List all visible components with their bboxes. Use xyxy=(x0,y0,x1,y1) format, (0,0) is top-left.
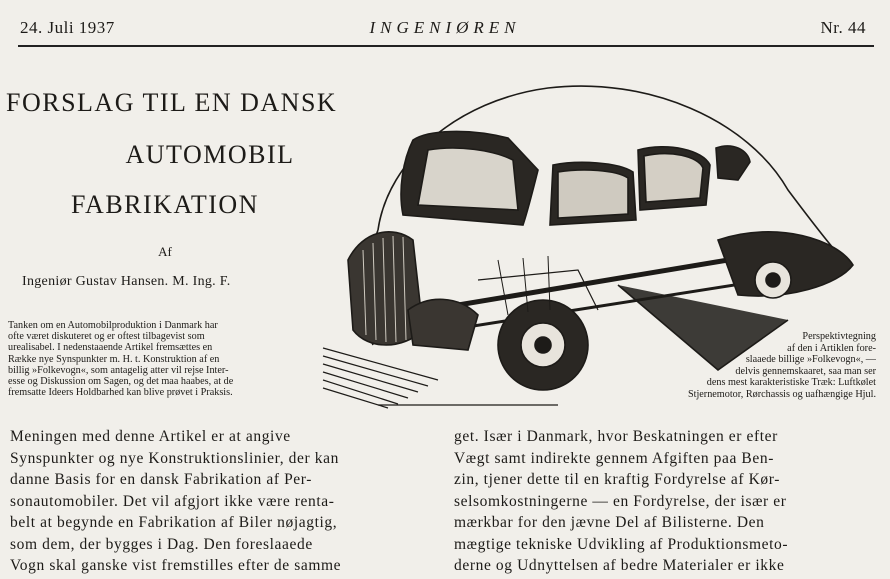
caption-line: Stjernemotor, Rørchassis og uafhængige Hjul. xyxy=(687,388,876,400)
body-line: selsomkostningerne — en Fordyrelse, der især er xyxy=(454,492,787,510)
caption-line: af den i Artiklen fore- xyxy=(787,342,876,354)
intro-line: fremsatte Ideers Holdbarhed kan blive prøvet i Praksis. xyxy=(8,387,233,399)
journal-title: INGENIØREN xyxy=(369,18,521,37)
body-line: sonautomobiler. Det vil afgjort ikke være renta- xyxy=(10,492,335,510)
caption-line: delvis gennemskaaret, saa man ser xyxy=(735,365,876,377)
issue-number: Nr. 44 xyxy=(820,18,866,37)
body-column-left xyxy=(10,426,433,577)
body-line: som dem, der bygges i Dag. Den foreslaaede xyxy=(10,535,313,553)
body-column-right xyxy=(454,426,878,577)
body-line: mærkbar for den jævne Del af Bilisterne. Den xyxy=(454,514,765,531)
intro-line: Række nye Synspunkter m. H. t. Konstruktion af en xyxy=(8,353,220,365)
body-line: belt at begynde en Fabrikation af Biler nøjagtig, xyxy=(10,514,338,531)
caption-line: slaaede billige »Folkevogn«, — xyxy=(745,354,876,365)
figure-caption xyxy=(516,331,876,400)
body-line: derne og Udnyttelsen af bedre Materialer er ikke xyxy=(454,557,785,574)
intro-line: Tanken om en Automobilproduktion i Danmark har xyxy=(8,320,218,331)
author-name: Ingeniør Gustav Hansen. M. Ing. F. xyxy=(22,274,231,289)
body-line: Synspunkter og nye Konstruktionslinier, der kan xyxy=(10,449,339,467)
intro-line: esse og Diskussion om Sagen, og det maa haabes, at de xyxy=(8,376,234,388)
article-title-line-1: FORSLAG TIL EN DANSK xyxy=(6,88,338,117)
intro-line: ofte været diskuteret og er oftest tilbagevist som xyxy=(8,331,205,343)
body-line: Vægt samt indirekte gennem Afgiften paa Ben- xyxy=(454,449,774,467)
caption-line: dens mest karakteristiske Træk: Luftkølet xyxy=(706,377,876,388)
body-line: zin, tjener dette til en kraftig Fordyrelse af Kør- xyxy=(454,471,780,488)
intro-line: billig »Folkevogn«, som antagelig atter vil rejse Inter- xyxy=(8,364,229,376)
header-date: 24. Juli 1937 xyxy=(20,18,115,37)
article-title-line-2: AUTOMOBIL xyxy=(125,140,295,169)
intro-line: urealisabel. I nedenstaaende Artikel fremsættes en xyxy=(8,342,213,354)
body-line: Meningen med denne Artikel er at angive xyxy=(10,428,291,445)
header-rule xyxy=(18,45,874,47)
caption-line: Perspektivtegning xyxy=(802,331,876,342)
article-intro xyxy=(8,320,315,398)
article-title-line-3: FABRIKATION xyxy=(71,190,259,219)
byline-prefix: Af xyxy=(158,244,172,259)
body-line: Vogn skal ganske vist fremstilles efter de samme xyxy=(10,557,342,574)
body-line: mægtige tekniske Udvikling af Produktionsmeto- xyxy=(454,535,789,553)
body-line: get. Især i Danmark, hvor Beskatningen er efter xyxy=(454,428,778,445)
body-line: danne Basis for en dansk Fabrikation af Per- xyxy=(10,471,313,488)
